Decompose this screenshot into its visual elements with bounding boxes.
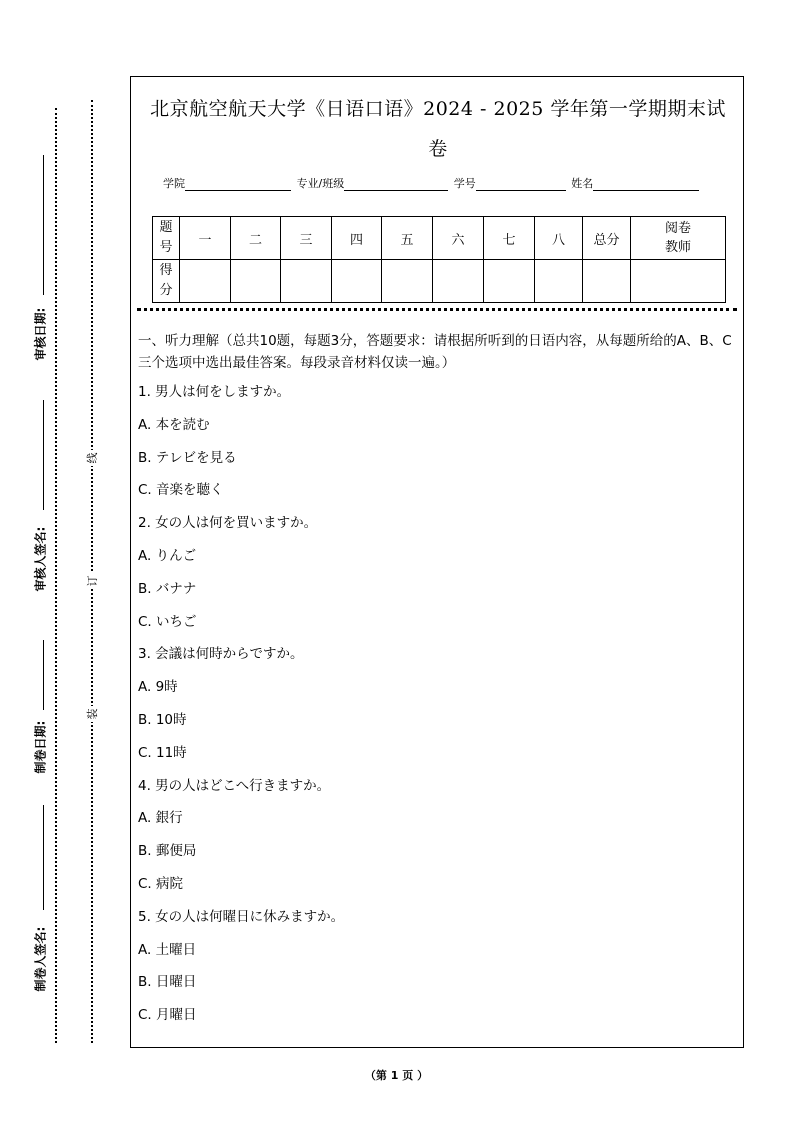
question-5: 5. 女の人は何曜日に休みますか。 (138, 908, 345, 925)
option-1b: B. テレビを見る (138, 449, 237, 466)
option-2c: C. いちご (138, 613, 197, 630)
col-2: 二 (231, 217, 281, 260)
college-blank[interactable] (185, 178, 291, 191)
score-cell[interactable] (281, 260, 332, 303)
title-line-2: 卷 (428, 138, 448, 160)
binding-bind-char: 订 (84, 573, 100, 589)
binding-staple-char: 装 (84, 706, 100, 722)
option-3b: B. 10時 (138, 711, 187, 728)
score-total-cell[interactable] (583, 260, 631, 303)
score-cell[interactable] (433, 260, 484, 303)
dotted-separator (137, 308, 737, 311)
score-cell[interactable] (535, 260, 583, 303)
col-total: 总分 (583, 217, 631, 260)
col-1: 一 (180, 217, 231, 260)
major-blank[interactable] (344, 178, 448, 191)
question-3: 3. 会議は何時からですか。 (138, 646, 304, 663)
option-4b: B. 郵便局 (138, 843, 197, 860)
col-7: 七 (484, 217, 535, 260)
reviewer-sign-label: 审核人签名: (33, 526, 48, 592)
outer-dotted-line (55, 108, 57, 1043)
reviewer-sign-line (43, 400, 44, 510)
maker-sign-label: 制卷人签名: (33, 926, 48, 992)
exam-title (131, 89, 745, 169)
question-number-head: 题 号 (153, 217, 180, 260)
review-date-line (43, 155, 44, 295)
name-blank[interactable] (593, 178, 699, 191)
option-3c: C. 11時 (138, 744, 187, 761)
option-5c: C. 月曜日 (138, 1007, 197, 1024)
page-footer: （第 1 页 ） (364, 1069, 429, 1082)
option-4c: C. 病院 (138, 875, 184, 892)
make-date-label: 制卷日期: (33, 720, 48, 774)
student-id-label: 学号 (453, 177, 476, 190)
grader-cell[interactable] (631, 260, 726, 303)
make-date-line (43, 640, 44, 710)
question-1: 1. 男人は何をしますか。 (138, 384, 291, 400)
student-id-blank[interactable] (476, 178, 566, 191)
col-3: 三 (281, 217, 332, 260)
grader-head: 阅卷 教师 (631, 217, 726, 260)
col-6: 六 (433, 217, 484, 260)
score-cell[interactable] (180, 260, 231, 303)
score-table (152, 216, 726, 303)
option-3a: A. 9時 (138, 679, 178, 696)
question-4: 4. 男の人はどこへ行きますか。 (138, 777, 331, 794)
review-date-label: 审核日期: (33, 307, 48, 361)
name-label: 姓名 (571, 177, 594, 190)
option-1c: C. 音楽を聴く (138, 482, 224, 499)
score-table-score-row (153, 260, 726, 303)
col-5: 五 (382, 217, 433, 260)
exam-frame (130, 76, 744, 1048)
major-label: 专业/班级 (296, 177, 345, 190)
score-table-header-row (153, 217, 726, 260)
score-cell[interactable] (382, 260, 433, 303)
option-2a: A. りんご (138, 547, 197, 564)
college-label: 学院 (163, 177, 185, 190)
title-line-1: 北京航空航天大学《日语口语》2024 - 2025 学年第一学期期末试 (150, 98, 726, 120)
section-instruction: 一、听力理解（总共10题，每题3分，答题要求：请根据所听到的日语内容，从每题所给的A、B、C三个选项中选出最佳答案。每段录音材料仅读一遍。） (138, 333, 732, 371)
option-4a: A. 銀行 (138, 810, 183, 827)
col-4: 四 (332, 217, 382, 260)
section-listening (138, 330, 738, 1038)
option-1a: A. 本を読む (138, 416, 210, 433)
option-5b: B. 日曜日 (138, 974, 197, 991)
student-info-row (163, 175, 701, 191)
score-cell[interactable] (484, 260, 535, 303)
question-2: 2. 女の人は何を買いますか。 (138, 515, 318, 532)
score-cell[interactable] (332, 260, 382, 303)
binding-margin (0, 0, 125, 1122)
option-2b: B. バナナ (138, 580, 197, 597)
score-cell[interactable] (231, 260, 281, 303)
binding-line-char: 线 (84, 450, 100, 466)
inner-dotted-line (91, 100, 93, 1043)
option-5a: A. 土曜日 (138, 941, 197, 958)
col-8: 八 (535, 217, 583, 260)
maker-sign-line (43, 805, 44, 910)
score-head: 得 分 (153, 260, 180, 303)
